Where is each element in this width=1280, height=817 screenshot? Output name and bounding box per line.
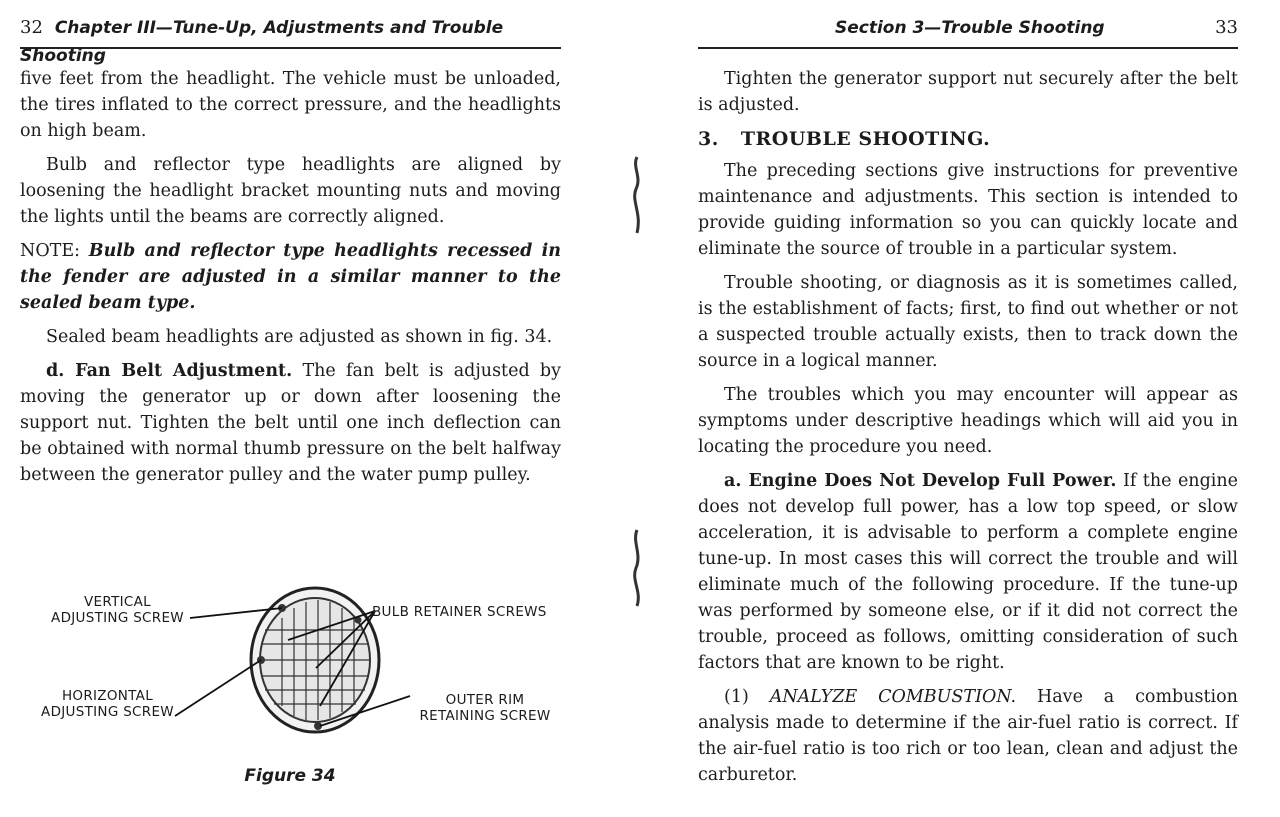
engine-power-paragraph bbox=[698, 468, 1238, 676]
analyze-number: (1) bbox=[724, 687, 749, 707]
analyze-text: Have a combustion analysis made to determine if the air-fuel ratio is correct. If the air-fuel ratio is too rich or too lean, clean and adjust the carburetor. bbox=[698, 687, 1238, 785]
left-para-1: five feet from the headlight. The vehicle must be unloaded, the tires inflated to the correct pressure, and the headlights on high beam. bbox=[20, 69, 561, 141]
left-page bbox=[20, 0, 561, 817]
right-para-2: The preceding sections give instructions for preventive maintenance and adjustments. This section is intended to provide guiding information so you can quickly locate and eliminate the source of trouble in a particular system. bbox=[698, 161, 1238, 259]
callout-outer-rim-retaining-screw: OUTER RIM RETAINING SCREW bbox=[419, 692, 551, 724]
callout-vertical-adjusting-screw: VERTICAL ADJUSTING SCREW bbox=[51, 594, 184, 626]
fan-belt-text: The fan belt is adjusted by moving the generator up or down after loosening the support nut. Tighten the belt until one inch deflection can be obtained with normal thumb pressure on the belt halfway between the generator pulley and the water pump pulley. bbox=[20, 361, 561, 485]
left-running-title: Chapter III—Tune-Up, Adjustments and Trouble Shooting bbox=[20, 18, 504, 66]
right-running-title: Section 3—Trouble Shooting bbox=[835, 18, 1105, 38]
right-page-number: 33 bbox=[1215, 17, 1238, 38]
right-para-1: Tighten the generator support nut securely after the belt is adjusted. bbox=[698, 69, 1238, 115]
engine-power-heading: a. Engine Does Not Develop Full Power. bbox=[724, 471, 1117, 491]
callout-horizontal-adjusting-screw: HORIZONTAL ADJUSTING SCREW bbox=[41, 688, 174, 720]
left-running-head bbox=[20, 14, 561, 66]
left-para-2: Bulb and reflector type headlights are aligned by loosening the headlight bracket mounting nuts and moving the lights until the beams are correctly aligned. bbox=[20, 155, 561, 227]
section-heading bbox=[698, 126, 1238, 152]
note-paragraph bbox=[20, 238, 561, 316]
section-title: TROUBLE SHOOTING. bbox=[740, 128, 991, 150]
figure-34 bbox=[20, 578, 561, 788]
right-running-head bbox=[698, 14, 1238, 49]
fan-belt-heading: d. Fan Belt Adjustment. bbox=[46, 361, 293, 381]
right-para-3: Trouble shooting, or diagnosis as it is sometimes called, is the establishment of facts; first, to find out whether or not a suspected trouble actually exists, then to track down the source in a logical manner. bbox=[698, 273, 1238, 371]
binding-mark-upper bbox=[628, 155, 646, 235]
figure-caption: Figure 34 bbox=[244, 766, 336, 786]
note-text: Bulb and reflector type headlights recessed in the fender are adjusted in a similar manner to the sealed beam type. bbox=[20, 241, 561, 313]
callout-bulb-retainer-screws: BULB RETAINER SCREWS bbox=[372, 604, 547, 620]
left-page-number: 32 bbox=[20, 17, 43, 38]
right-body-text bbox=[698, 66, 1238, 796]
binding-mark-lower bbox=[628, 528, 646, 608]
left-body-text bbox=[20, 66, 561, 496]
right-page bbox=[698, 0, 1238, 817]
left-para-3: Sealed beam headlights are adjusted as shown in fig. 34. bbox=[46, 327, 553, 347]
right-para-4: The troubles which you may encounter will appear as symptoms under descriptive headings which will aid you in locating the procedure you need. bbox=[698, 385, 1238, 457]
section-number: 3. bbox=[698, 128, 719, 150]
analyze-combustion-paragraph bbox=[698, 684, 1238, 788]
fan-belt-paragraph bbox=[20, 358, 561, 488]
note-label: NOTE: bbox=[20, 241, 81, 261]
analyze-heading: ANALYZE COMBUSTION. bbox=[769, 687, 1017, 707]
engine-power-text: If the engine does not develop full power, has a low top speed, or slow acceleration, it is advisable to perform a complete engine tune-up. In most cases this will correct the trouble and will eliminate much of the following procedure. If the tune-up was performed by someone else, or if it did not correct the trouble, proceed as follows, omitting consideration of such factors that are known to be right. bbox=[698, 471, 1238, 673]
